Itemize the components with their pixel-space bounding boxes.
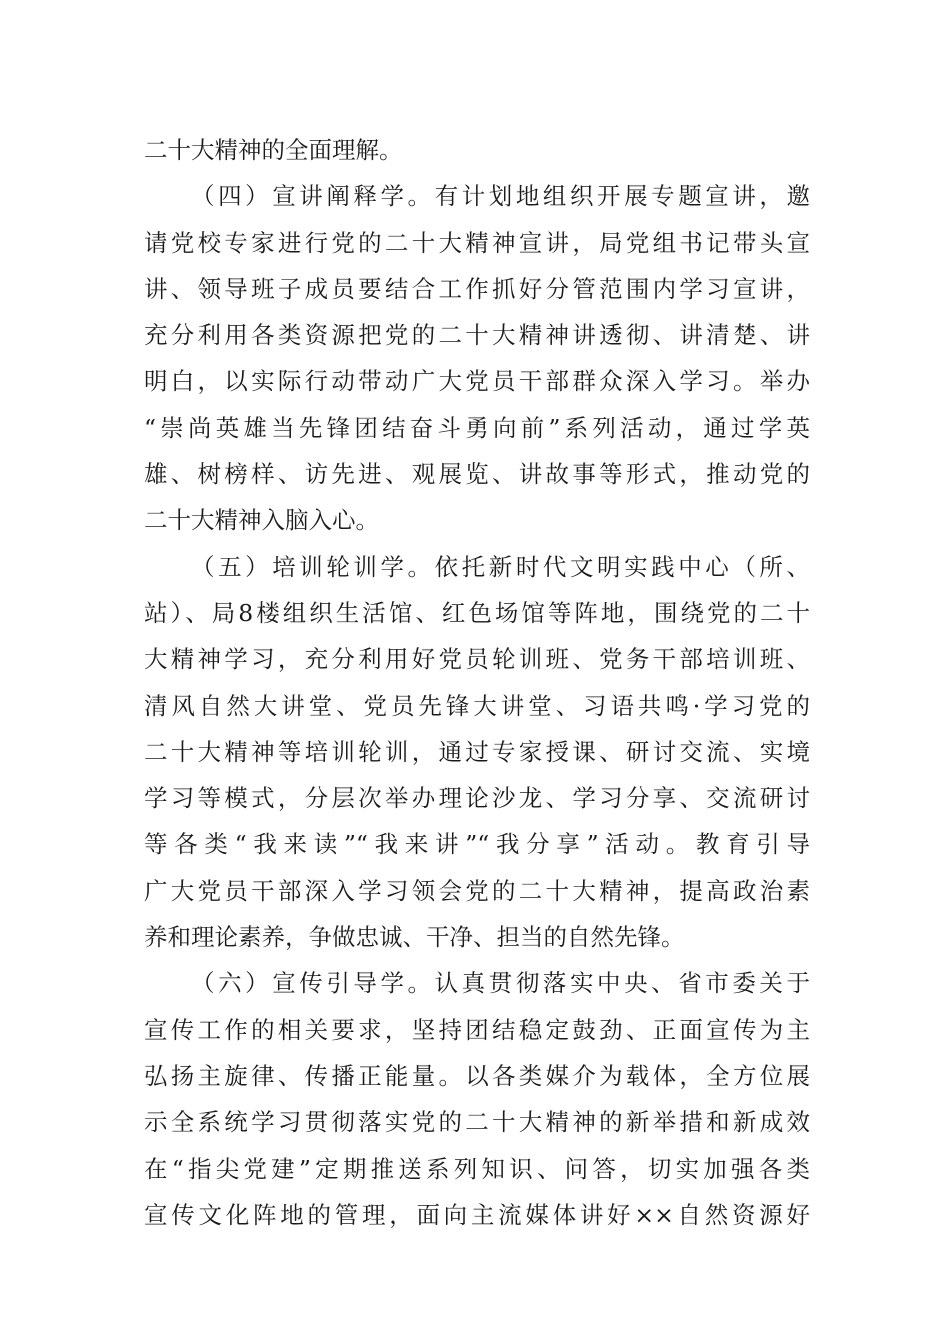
paragraph-line: 宣传文化阵地的管理，面向主流媒体讲好××自然资源好 [144,1200,810,1229]
paragraph-line: 弘扬主旋律、传播正能量。以各类媒介为载体，全方位展 [144,1061,810,1090]
paragraph-line: 站）、局8楼组织生活馆、红色场馆等阵地，围绕党的二十 [144,598,810,627]
section-heading-line: （五）培训轮训学。依托新时代文明实践中心（所、 [191,552,810,581]
section-heading-line: （六）宣传引导学。认真贯彻落实中央、省市委关于 [191,969,810,998]
paragraph-line: 二十大精神的全面理解。 [144,136,403,164]
paragraph-line: 宣传工作的相关要求，坚持团结稳定鼓劲、正面宣传为主 [144,1015,810,1044]
paragraph-line: 大精神学习，充分利用好党员轮训班、党务干部培训班、 [144,645,810,674]
paragraph-line: 二十大精神入脑入心。 [144,506,379,535]
paragraph-line: 请党校专家进行党的二十大精神宣讲，局党组书记带头宣 [144,228,810,257]
paragraph-line: 明白，以实际行动带动广大党员干部群众深入学习。举办 [144,367,810,396]
paragraph-line: 在“指尖党建”定期推送系列知识、问答，切实加强各类 [144,1154,810,1183]
paragraph-line: 讲、领导班子成员要结合工作抓好分管范围内学习宣讲， [144,274,810,303]
paragraph-line: 充分利用各类资源把党的二十大精神讲透彻、讲清楚、讲 [144,321,810,350]
paragraph-line: 二十大精神等培训轮训，通过专家授课、研讨交流、实境 [144,737,810,766]
paragraph-line: 学习等模式，分层次举办理论沙龙、学习分享、交流研讨 [144,784,810,813]
section-heading-line: （四）宣讲阐释学。有计划地组织开展专题宣讲，邀 [191,182,810,211]
paragraph-line: 等各类“我来读”“我来讲”“我分享”活动。教育引导 [144,830,810,859]
paragraph-line: 广大党员干部深入学习领会党的二十大精神，提高政治素 [144,876,810,905]
paragraph-line: 养和理论素养，争做忠诚、干净、担当的自然先锋。 [144,923,685,952]
paragraph-line: 雄、树榜样、访先进、观展览、讲故事等形式，推动党的 [144,460,810,489]
paragraph-line: “崇尚英雄当先锋团结奋斗勇向前”系列活动，通过学英 [144,413,810,442]
paragraph-line: 清风自然大讲堂、党员先锋大讲堂、习语共鸣·学习党的 [144,691,810,720]
document-body [144,127,810,1238]
paragraph-line: 示全系统学习贯彻落实党的二十大精神的新举措和新成效 [144,1108,810,1137]
